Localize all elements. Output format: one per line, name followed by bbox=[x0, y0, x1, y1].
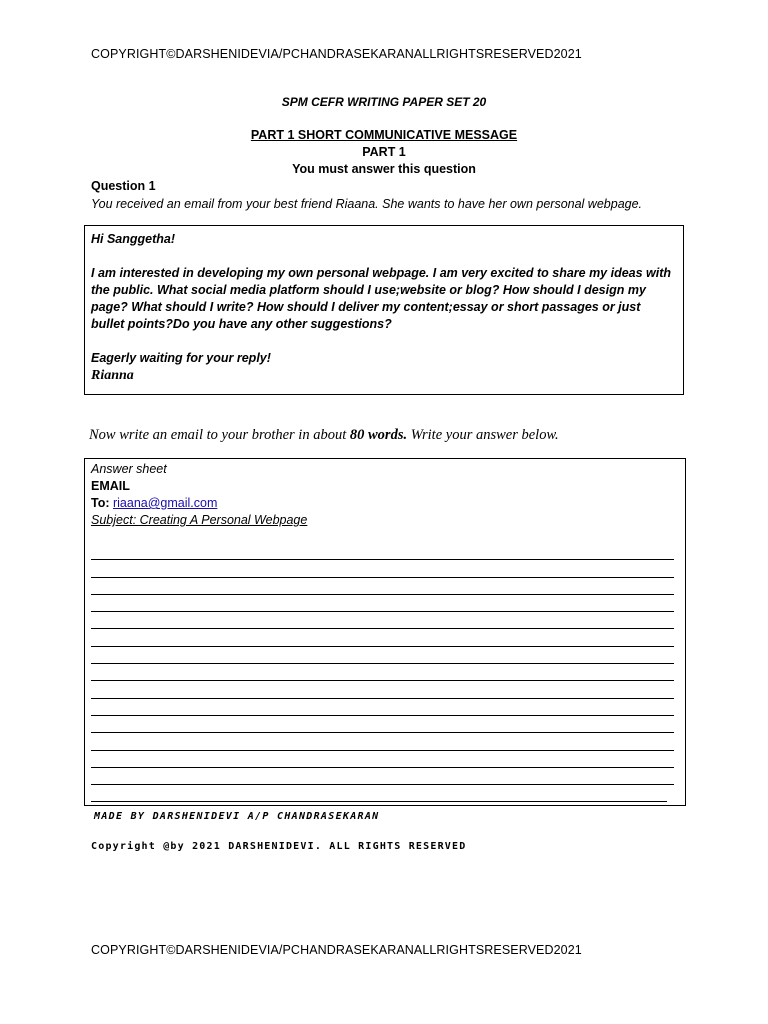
answer-writing-lines[interactable] bbox=[91, 543, 674, 802]
part-heading: PART 1 SHORT COMMUNICATIVE MESSAGE bbox=[250, 128, 518, 142]
answer-sheet-box bbox=[84, 458, 686, 806]
part-subheading: PART 1 bbox=[362, 145, 406, 159]
answer-line[interactable] bbox=[91, 768, 674, 785]
answer-line[interactable] bbox=[91, 612, 674, 629]
instruction-before: Now write an email to your brother in about bbox=[89, 427, 350, 443]
answer-subject: Subject: Creating A Personal Webpage bbox=[91, 513, 308, 527]
answer-line[interactable] bbox=[91, 751, 674, 768]
answer-line[interactable] bbox=[91, 699, 674, 716]
answer-line[interactable] bbox=[91, 785, 667, 802]
header-copyright: COPYRIGHT©DARSHENIDEVIA/PCHANDRASEKARANALLRIGHTSRESERVED2021 bbox=[91, 47, 582, 61]
writing-instruction bbox=[89, 427, 559, 444]
answer-sheet-label: Answer sheet bbox=[91, 462, 167, 476]
paper-set-title: SPM CEFR WRITING PAPER SET 20 bbox=[281, 95, 487, 109]
answer-line[interactable] bbox=[91, 560, 674, 577]
message-body: I am interested in developing my own personal webpage. I am very excited to share my ideas with the public. What social media platform should I use;website or blog? How should I design my page? What should I write? How should I deliver my content;essay or short passages or just bullet points?Do you have any other suggestions? bbox=[91, 266, 672, 331]
answer-to-line bbox=[91, 495, 681, 512]
answer-line[interactable] bbox=[91, 629, 674, 646]
message-signature: Rianna bbox=[91, 368, 134, 383]
answer-line[interactable] bbox=[91, 595, 674, 612]
instruction-after: Write your answer below. bbox=[407, 427, 559, 443]
answer-line[interactable] bbox=[91, 716, 674, 733]
answer-line[interactable] bbox=[91, 664, 674, 681]
answer-email-label: EMAIL bbox=[91, 479, 130, 493]
answer-line[interactable] bbox=[91, 647, 674, 664]
message-greeting: Hi Sanggetha! bbox=[91, 232, 176, 246]
answer-line[interactable] bbox=[91, 681, 674, 698]
footer-copyright: COPYRIGHT©DARSHENIDEVIA/PCHANDRASEKARANALLRIGHTSRESERVED2021 bbox=[91, 943, 582, 957]
message-closing: Eagerly waiting for your reply! bbox=[91, 351, 271, 365]
to-email-link[interactable]: riaana@gmail.com bbox=[112, 496, 218, 510]
question-label: Question 1 bbox=[91, 179, 156, 193]
instruction-word-count: 80 words. bbox=[349, 427, 408, 443]
answer-line[interactable] bbox=[91, 733, 674, 750]
must-answer-note: You must answer this question bbox=[292, 162, 476, 176]
copyright-credit: Copyright @by 2021 DARSHENIDEVI. ALL RIGHTS RESERVED bbox=[91, 841, 467, 852]
question-text: You received an email from your best friend Riaana. She wants to have her own personal webpage. bbox=[91, 197, 643, 211]
to-label: To: bbox=[91, 496, 113, 510]
answer-line[interactable] bbox=[91, 543, 674, 560]
answer-line[interactable] bbox=[91, 578, 674, 595]
made-by-credit: MADE BY DARSHENIDEVI A/P CHANDRASEKARAN bbox=[94, 811, 380, 822]
email-message-box bbox=[84, 225, 684, 395]
